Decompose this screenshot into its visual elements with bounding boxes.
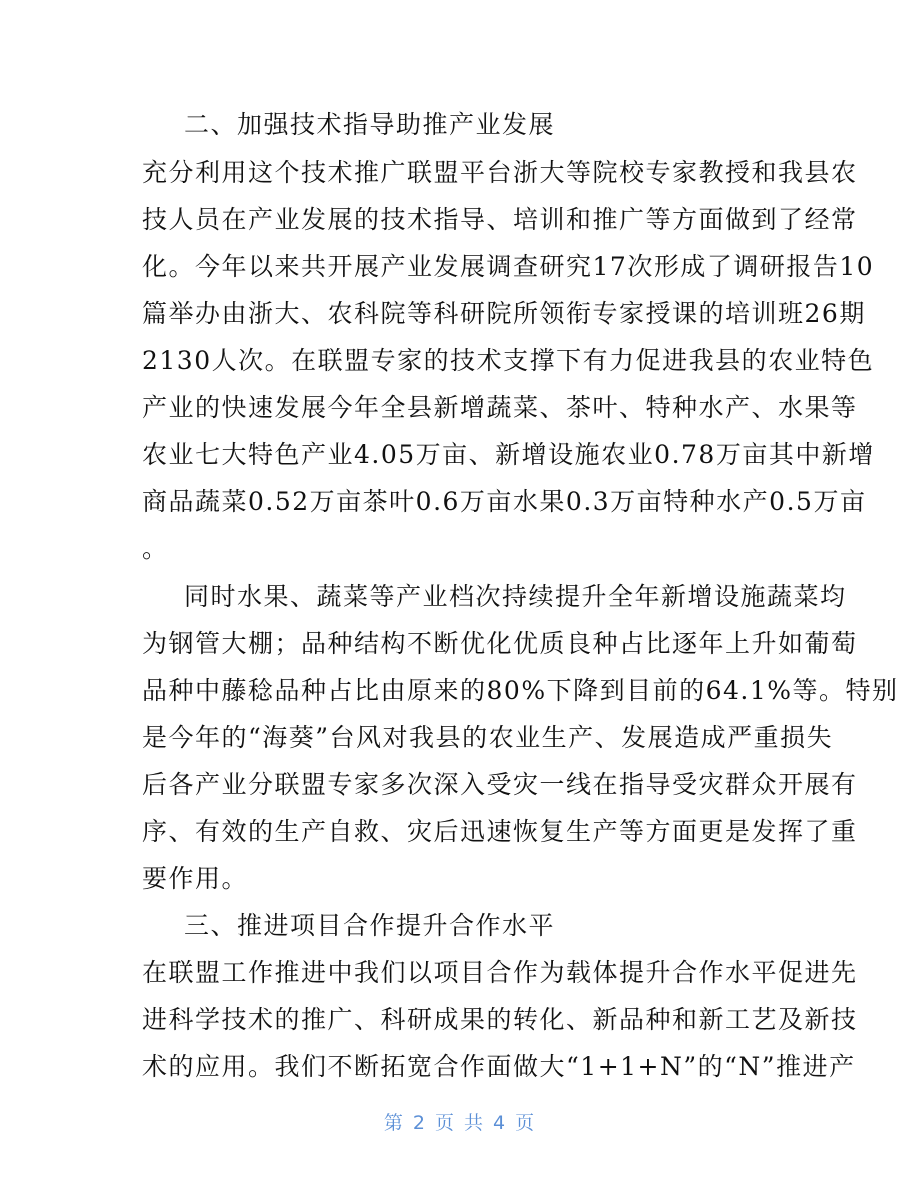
- paragraph-first-line: 同时水果、蔬菜等产业档次持续提升全年新增设施蔬菜均: [184, 582, 847, 611]
- page-number-footer: 第 2 页 共 4 页: [383, 1112, 537, 1134]
- body-line: 是今年的“海葵”台风对我县的农业生产、发展造成严重损失: [142, 723, 834, 752]
- body-line: 品种中藤稔品种占比由原来的80%下降到目前的64.1%等。特别: [142, 676, 899, 705]
- body-line: 充分利用这个技术推广联盟平台浙大等院校专家教授和我县农: [142, 158, 858, 187]
- body-line: 术的应用。我们不断拓宽合作面做大“1+1+N”的“N”推进产: [142, 1052, 856, 1081]
- body-line: 为钢管大棚；品种结构不断优化优质良种占比逐年上升如葡萄: [142, 629, 858, 658]
- body-line: 序、有效的生产自救、灾后迅速恢复生产等方面更是发挥了重: [142, 817, 858, 846]
- body-line: 产业的快速发展今年全县新增蔬菜、茶叶、特种水产、水果等: [142, 393, 858, 422]
- body-line: 2130人次。在联盟专家的技术支撑下有力促进我县的农业特色: [142, 346, 875, 375]
- body-line: 化。今年以来共开展产业发展调查研究17次形成了调研报告10: [142, 252, 875, 281]
- section-heading: 二、加强技术指导助推产业发展: [184, 110, 556, 139]
- body-line: 篇举办由浙大、农科院等科研院所领衔专家授课的培训班26期: [142, 299, 866, 328]
- body-line: 后各产业分联盟专家多次深入受灾一线在指导受灾群众开展有: [142, 770, 858, 799]
- body-line: 在联盟工作推进中我们以项目合作为载体提升合作水平促进先: [142, 958, 858, 987]
- body-line: 进科学技术的推广、科研成果的转化、新品种和新工艺及新技: [142, 1005, 858, 1034]
- section-heading: 三、推进项目合作提升合作水平: [184, 911, 556, 940]
- body-line: 技人员在产业发展的技术指导、培训和推广等方面做到了经常: [142, 205, 858, 234]
- body-line: 要作用。: [142, 864, 249, 893]
- body-line: 商品蔬菜0.52万亩茶叶0.6万亩水果0.3万亩特种水产0.5万亩: [142, 487, 867, 516]
- body-line: 农业七大特色产业4.05万亩、新增设施农业0.78万亩其中新增: [142, 440, 875, 469]
- body-line: 。: [142, 534, 169, 563]
